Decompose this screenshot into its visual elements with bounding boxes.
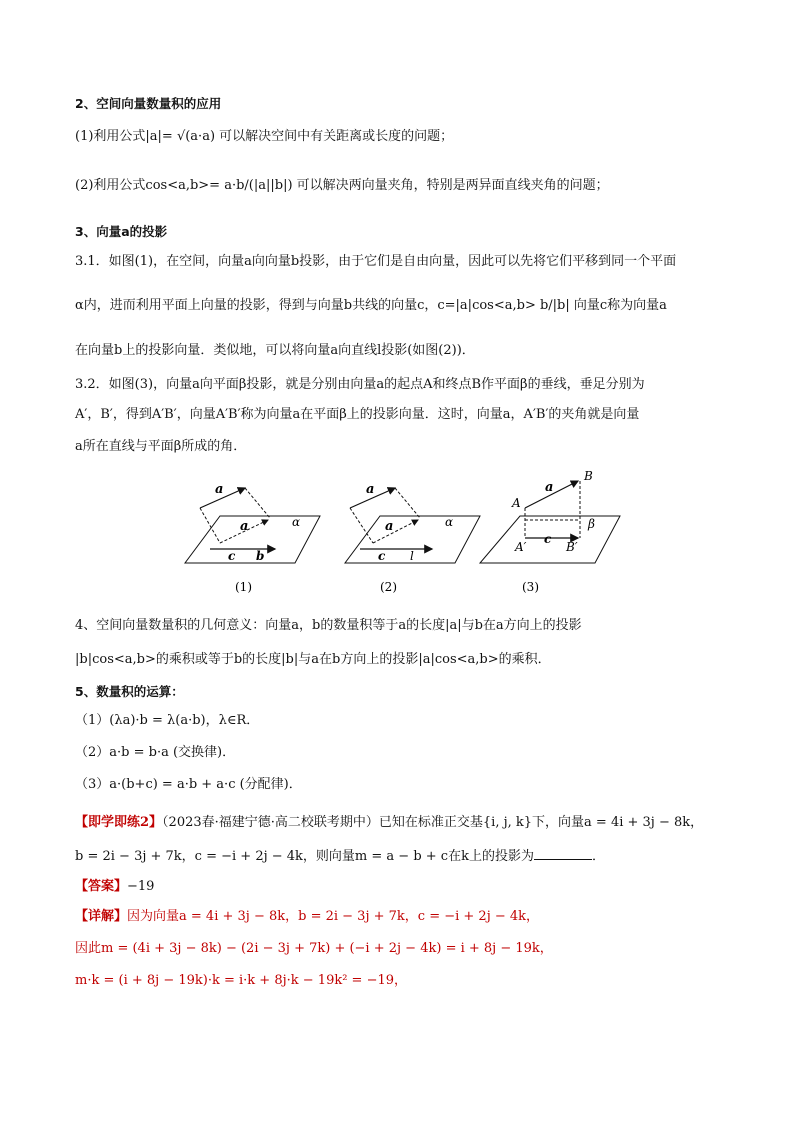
fig1-label-alpha: α	[292, 515, 301, 529]
figure-2	[345, 482, 480, 563]
fig2-label-c: c	[378, 549, 386, 563]
fig3-label-A: A	[512, 496, 521, 510]
section-4-line-2: |b|cos<a,b>的乘积或等于b的长度|b|与a在b方向上的投影|a|cos<a,b>的乘积．	[75, 652, 551, 667]
detail-line-1	[75, 908, 539, 926]
fig3-caption: (3)	[522, 580, 539, 594]
fig1-caption: (1)	[235, 580, 252, 594]
fig1-label-a: a	[215, 482, 224, 497]
section-5-rule-3: （3）a·(b+c) = a·b + a·c (分配律)．	[75, 777, 302, 792]
projection-figures	[180, 463, 640, 603]
section-3-1-line-3: 在向量b上的投影向量．类似地，可以将向量a向直线l投影(如图(2))．	[75, 343, 475, 358]
fig3-label-B: B	[584, 469, 593, 483]
section-4-line-1	[75, 617, 582, 635]
fig3-label-beta: β	[588, 517, 595, 531]
fig2-label-alpha: α	[445, 515, 454, 529]
fig1-label-c: c	[228, 549, 236, 563]
section-5-rule-1: （1）(λa)·b = λ(a·b)，λ∈R．	[75, 713, 260, 728]
projection-figures-svg	[180, 463, 640, 603]
fig2-label-a-projected: a	[385, 519, 394, 534]
section-2-title: 2、空间向量数量积的应用	[75, 96, 222, 111]
exercise-line-2	[75, 847, 605, 866]
answer-blank	[534, 847, 592, 860]
answer-value: −19	[127, 879, 155, 894]
fig2-label-l: l	[410, 549, 414, 563]
section-5-rule-2: （2）a·b = b·a (交换律)．	[75, 745, 236, 760]
detail-text-1: 因为向量a = 4i + 3j − 8k，b = 2i − 3j + 7k，c = −i + 2j − 4k，	[127, 909, 540, 924]
answer-line	[75, 878, 154, 896]
section-3-2-line-1: 3.2．如图(3)，向量a向平面β投影，就是分别由向量a的起点A和终点B作平面β的垂线，垂足分别为	[75, 377, 645, 392]
fig1-label-b: b	[256, 549, 265, 563]
fig2-caption: (2)	[380, 580, 397, 594]
section-4-text-1: 4、空间向量数量积的几何意义：向量a，b的数量积等于a的长度|a|与b在a方向上的投影	[75, 618, 582, 633]
fig3-label-c: c	[544, 532, 552, 546]
section-2-item-2: (2)利用公式cos<a,b>= a·b/(|a||b|) 可以解决两向量夹角，特别是两异面直线夹角的问题；	[75, 178, 609, 193]
exercise-question-1: 已知在标准正交基{i, j, k}下，向量a = 4i + 3j − 8k，	[378, 815, 704, 830]
section-5-title: 5、数量积的运算：	[75, 684, 184, 699]
section-3-1-line-2: α内，进而利用平面上向量的投影，得到与向量b共线的向量c，c=|a|cos<a,b> b/|b| 向量c称为向量a	[75, 298, 667, 313]
answer-tag: 【答案】	[75, 879, 128, 894]
fig3-label-a: a	[545, 480, 554, 495]
figure-1	[185, 482, 320, 563]
detail-line-3: m·k = (i + 8j − 19k)·k = i·k + 8j·k − 19k² = −19，	[75, 973, 408, 988]
section-3-2-line-3: a所在直线与平面β所成的角．	[75, 439, 247, 454]
detail-tag: 【详解】	[75, 909, 128, 924]
fig3-label-A-prime: A′	[515, 540, 527, 554]
section-2-item-1: (1)利用公式|a|= √(a·a) 可以解决空间中有关距离或长度的问题；	[75, 129, 454, 144]
exercise-line-1	[75, 814, 703, 832]
section-3-title: 3、向量a的投影	[75, 224, 168, 239]
exercise-source: （2023春·福建宁德·高二校联考期中）	[162, 815, 379, 830]
section-3-2-line-2: A′，B′，得到A′B′，向量A′B′称为向量a在平面β上的投影向量．这时，向量a，A′B′的夹角就是向量	[75, 407, 640, 422]
fig2-label-a: a	[366, 482, 375, 497]
fig3-label-B-prime: B′	[566, 540, 578, 554]
fig1-label-a-projected: a	[240, 519, 249, 534]
exercise-tag: 【即学即练2】	[75, 815, 163, 830]
detail-line-2: 因此m = (4i + 3j − 8k) − (2i − 3j + 7k) + (−i + 2j − 4k) = i + 8j − 19k，	[75, 941, 553, 956]
figure-3	[480, 469, 620, 563]
exercise-question-2: b = 2i − 3j + 7k，c = −i + 2j − 4k，则向量m = a − b + c在k上的投影为	[75, 849, 534, 864]
exercise-question-end: ．	[591, 849, 605, 864]
section-3-1-line-1: 3.1．如图(1)，在空间，向量a向向量b投影，由于它们是自由向量，因此可以先将它们平移到同一个平面	[75, 254, 677, 269]
